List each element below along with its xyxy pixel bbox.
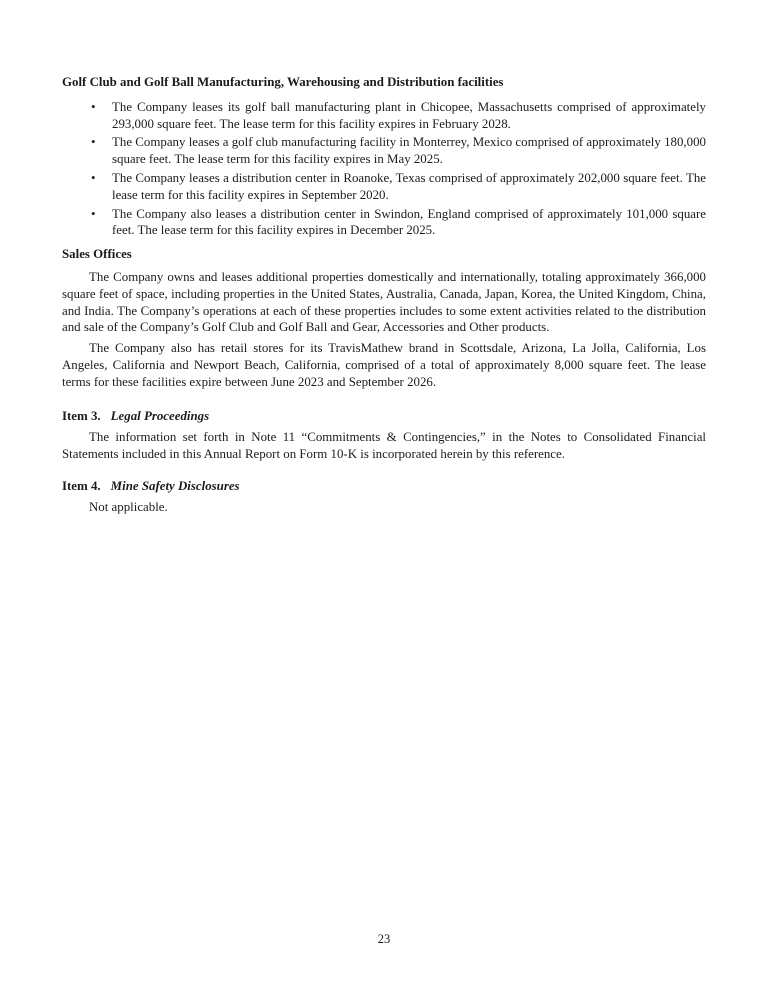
item4-paragraph: Not applicable. (89, 499, 168, 514)
item3-paragraph: The information set forth in Note 11 “Commitments & Contingencies,” in the Notes to Consolidated Financial Statements included in this Annual Report on Form 10-K is incorporated herein by this reference. (62, 430, 706, 462)
page-number: 23 (377, 932, 391, 946)
section-heading-facilities: Golf Club and Golf Ball Manufacturing, Warehousing and Distribution facilities (62, 75, 504, 89)
bullet-text: The Company leases its golf ball manufacturing plant in Chicopee, Massachusetts comprised of approximately 293,000 square feet. The lease term for this facility expires in February 2028. (112, 99, 706, 131)
page-content (62, 74, 706, 516)
bullet-item (62, 99, 706, 133)
bullet-icon: • (91, 135, 96, 150)
bullet-icon: • (91, 170, 96, 185)
sales-offices-paragraph: The Company owns and leases additional properties domestically and internationally, totaling approximately 366,000 square feet of space, including properties in the United States, Australia, Canada, Japan, Korea, the United Kingdom, China, and India. The Company’s operations at each of these properties includes to some extent activities related to the distribution and sale of the Company’s Golf Club and Golf Ball and Gear, Accessories and Other products. (62, 269, 706, 335)
bullet-text: The Company leases a golf club manufacturing facility in Monterrey, Mexico comprised of approximately 180,000 square feet. The lease term for this facility expires in May 2025. (112, 135, 706, 167)
facilities-bullet-list (62, 99, 706, 239)
bullet-icon: • (91, 206, 96, 221)
item4-label: Item 4. (62, 478, 101, 493)
bullet-icon: • (91, 99, 96, 114)
bullet-item (62, 170, 706, 204)
bullet-item (62, 134, 706, 168)
bullet-text: The Company leases a distribution center in Roanoke, Texas comprised of approximately 202,000 square feet. The lease term for this facility expires in September 2020. (112, 170, 706, 202)
item3-heading (62, 408, 706, 425)
item3-label: Item 3. (62, 408, 101, 423)
item4-heading (62, 478, 706, 495)
sales-offices-paragraph: The Company also has retail stores for its TravisMathew brand in Scottsdale, Arizona, La Jolla, California, Los Angeles, California and Newport Beach, California, comprised of a total of approximately 8,000 square feet. The lease terms for these facilities expire between June 2023 and September 2026. (62, 341, 706, 389)
bullet-item (62, 206, 706, 240)
bullet-text: The Company also leases a distribution center in Swindon, England comprised of approximately 101,000 square feet. The lease term for this facility expires in December 2025. (112, 206, 706, 238)
section-heading-sales-offices: Sales Offices (62, 247, 132, 262)
item4-title: Mine Safety Disclosures (110, 478, 240, 493)
item3-title: Legal Proceedings (110, 408, 210, 423)
